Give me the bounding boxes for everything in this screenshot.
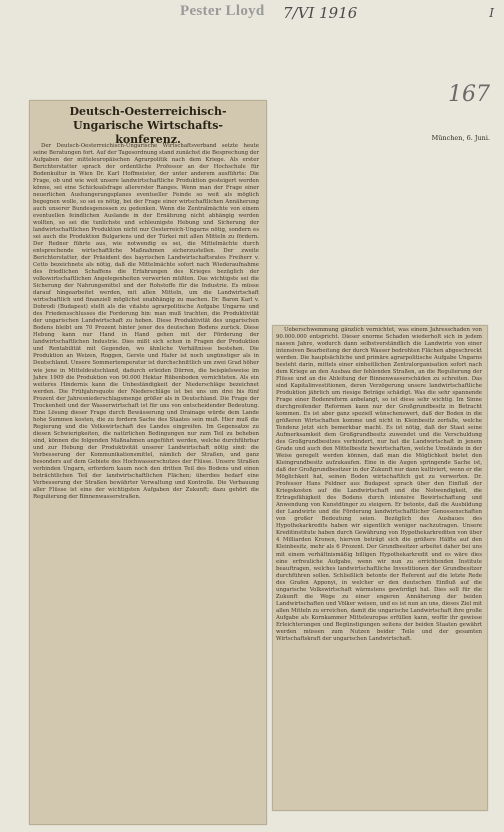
article-title: Deutsch-Oesterreichisch-Ungarische Wirtschafts-konferenz. (69, 105, 227, 146)
article-column-left (33, 143, 259, 819)
handwritten-date: 7/VI 1916 (283, 4, 358, 22)
publication-stamp: Pester Lloyd (180, 3, 265, 19)
right-column-body: Ueberschwemmung gänzlich vernichtet, was einem Jahresschaden von 90.000.000 entspricht. Dieser enorme Schaden wiederholt sich in jedem nassen Jahre, wodurch dann selbstverständlich die Landwirte von einer intensiven Bearbeitung der durch Wasser bedrohten Flächen abgeschreckt werden. Die hauptsächliche und primäre agrarpolitische Aufgabe Ungarns besteht darin, mittels einer einheitlichen Zentralorganisation sofort nach dem Kriege an den Ausbau der fehlenden Straßen, an die Regulierung der Flüsse und an die Ableitung der Binnenwasserschäden zu schreiten. Das sind Kapitalinvestitionen, deren Verzögerung unsere landwirtschaftliche Produktion jährlich um riesige Beträge schädigt. Was die sehr spannende Frage einer Bodenreform anbelangt, so ist diese sehr wichtig. Im Sinne durchgreifender Reformen kann nur der Großgrundbesitz in Betracht kommen. Es ist aber ganz speziell wünschenswert, daß der Boden in die größeren Wirtschaften komme und nicht in Kleinbesitz zerfalle, welche Tendenz jetzt sich bemerkbar macht. Es ist nötig, daß der Staat seine Aufmerksamkeit dem Großgrundbesitz zuwendet und die Verschuldung des Großgrundbesitzes verhindert, nur hat die Landwirtschaft in jenem Grade und auch den Mittelbesitz bewirtschaften, welche Umstände in der Weise geregelt werden können, daß man die Möglichkeit bietet den Kleingrundbesitz aufzukaufen. Eine in die Augen springende Sache ist, daß der Großgrundbesitzer in der Zukunft nur dann kultiviert, wenn er die Möglichkeit hat, seinen Boden wirtschaftlich gut zu verwerten. Dr. Professor Hans Feldner aus Budapest sprach über den Einfluß der Kriegskosten auf die Landwirtschaft und die Notwendigkeit, die Ertragsfähigkeit des Bodens durch intensive Bewirtschaftung und Anwendung von Kunstdünger zu steigern. Er betonte, daß die Ausbildung der Landwirte und die Förderung landwirtschaftlicher Genossenschaften von großer Bedeutung seien. Bezüglich des Ausbaues des Hypothekarkredits haben wir eigentlich weniger nachzutragen. Unsere Kreditinstitute haben durch Gewährung von Hypothekarkrediten von über 4 Milliarden Kronen, hiervon beträgt sich die größere Hälfte auf den Kleinbesitz, mehr als 6 Prozent. Der Grundbesitzer arbeitet daher bei uns mit einem verhältnismäßig billigen Hypothekarkredit und es wäre dies eine erfreuliche Aufgabe, wenn wir nun zu errichtenden Institute beauftragen, welches landwirtschaftliche Investitionen der Grundbesitzer durchführen sollen. Schließlich betonte der Referent auf die letzte Rede des Grafen Apponyi, in welcher er den deutschen Einfluß auf die ungarische Volkswirtschaft wärmstens gewürdigt hat. Dies soll für die Zukunft die Wege zu einer engeren Annäherung der beiden Landwirtschaften und Völker weisen, und es ist nun an uns, dieses Ziel mit allen Mitteln zu erreichen, damit die ungarische Landwirtschaft ihre große Aufgabe als Kornkammer Mitteleuropas erfüllen kann, wofür ihr gewisse Erleichterungen und Begünstigungen seitens der beiden Staaten gewährt werden müssen zum Nutzen beider Teile und der gesamten Wirtschaftskraft der ungarischen Landwirtschaft. (276, 327, 482, 642)
article-dateline: München, 6. Juni. (431, 134, 490, 142)
article-column-right (276, 327, 482, 805)
left-column-body: Der Deutsch-Oesterreichisch-Ungarische Wirtschaftsverband setzte heute seine Beratungen fort. Auf der Tagesordnung stand zunächst die Besprechung der Aufgaben der mitteleuropäischen Agrarpolitik nach dem Kriege. Als erster Berichterstatter sprach der ordentliche Professor an der Hochschule für Bodenkultur in Wien Dr. Karl Hoffmeister, der unter anderem ausführte: Die Frage, ob und wie weit unsere landwirtschaftliche Produktion gesteigert werden könne, sei eine Schicksalsfrage allererster Ranges. Wenn man der Frage einer neuerlichen Aushungerungsplanes eventueller Feinde so weit als möglich begegnen wolle, so sei es nötig, bei der Frage einer wirtschaftlichen Annäherung auch unserer Bundesgenossen zu gedenken. Wenn die Zentralmächte von einem eventuellen feindlichen Auslande in der Ernährung nicht abhängig werden wollten, so sei die tunlichste und schleunigste Hebung und Sicherung der landwirtschaftlichen Produktion nicht nur Oesterreich-Ungarns nötig, sondern es sei auch die Produktion Bulgariens und der Türkei mit allen Mitteln zu fördern. Der Redner führte aus, wie notwendig es sei, die Mittelmächte durch entsprechende wirtschaftliche Maßnahmen sicherzustellen. Der zweite Berichterstatter, der Präsident des bayrischen Landwirtschaftsrates Freiherr v. Cetto bezeichnete als nötig, daß die Mittelmächte sofort nach Wiederaufnahme des friedlichen Schaffens die Erfahrungen des Krieges bezüglich der volkswirtschaftlichen Angelegenheiten verwerten müßten. Das wichtigste sei die Sicherung der Nahrungsmittel und der Rohstoffe für die Industrie. Es müsse darauf hingearbeitet werden, mit allen Mitteln, um die Landwirtschaft wirtschaftlich und finanziell möglichst unabhängig zu machen. Dr. Baron Karl v. Dobrodi (Budapest) stellt als die vitalste agrarpolitische Aufgabe Ungarns und des Friedensschlusses die Forderung hin: man muß trachten, die Produktivität der ungarischen Landwirtschaft zu heben. Diese Produktivität des ungarischen Bodens bleibt um 70 Prozent hinter jener des deutschen Bodens zurück. Diese Hebung kann nur Hand in Hand gehen mit der Förderung der landwirtschaftlichen Industrie. Dies mißt sich schon in Fragen der Produktion und Rentabilität mit Gegenden, wo ähnliche Verhältnisse bestehen. Die Produktion an Weizen, Roggen, Gerste und Hafer ist noch ungünstiger als in Deutschland. Unsere Sommertemperatur ist durchschnittlich um zwei Grad höher wie jene in Mitteldeutschland, dadurch erleiden Dürren, die beispielsweise im Jahre 1909 die Produktion von 90.000 Hektar Rübenboden vernichteten. Als ein weiteres Hindernis kann die Unbeständigkeit der Niederschläge bezeichnet werden. Die Frühjahrsquote der Niederschläge ist bei uns um drei bis fünf Prozent der Jahresniederschlagsmenge größer als in Deutschland. Die Frage der Trockenheit und der Wasserwirtschaft ist für uns von entscheidender Bedeutung. Eine Lösung dieser Frage durch Bewässerung und Drainage würde dem Lande hohe Summen kosten, die zu fordern Sache des Staates sein muß. Hier muß die Regierung und die Volkswirtschaft des Landes eingreifen. Im Gegensatze zu diesen Schwierigkeiten, die natürlichen Bedingungen nur zum Teil zu beheben sind, können die folgenden Maßnahmen angeführt werden, welche durchführbar und zur Hebung der Produktivität unserer Landwirtschaft nötig sind: die Verbesserung der Kommunikationsmittel, nämlich der Straßen, und ganz besonders auf dem Gebiete des Hochwasserschutzes der Flüsse. Unsere Straßen verbinden Ungarn, erfordern kaum noch den dritten Teil des Bodens und einen beträchtlichen Teil der landwirtschaftlichen Flächen; überdies bedarf eine Verbesserung der Straßen bewährter Verwaltung und Kontrolle. Die Verbauung aller Flüsse ist eine der wichtigsten Aufgaben der Zukunft; dazu gehört die Regulierung der Binnenwasserstraßen. (33, 143, 259, 500)
article-title-block (42, 105, 254, 147)
page-number: 167 (448, 82, 490, 107)
archive-number: I (489, 6, 494, 20)
